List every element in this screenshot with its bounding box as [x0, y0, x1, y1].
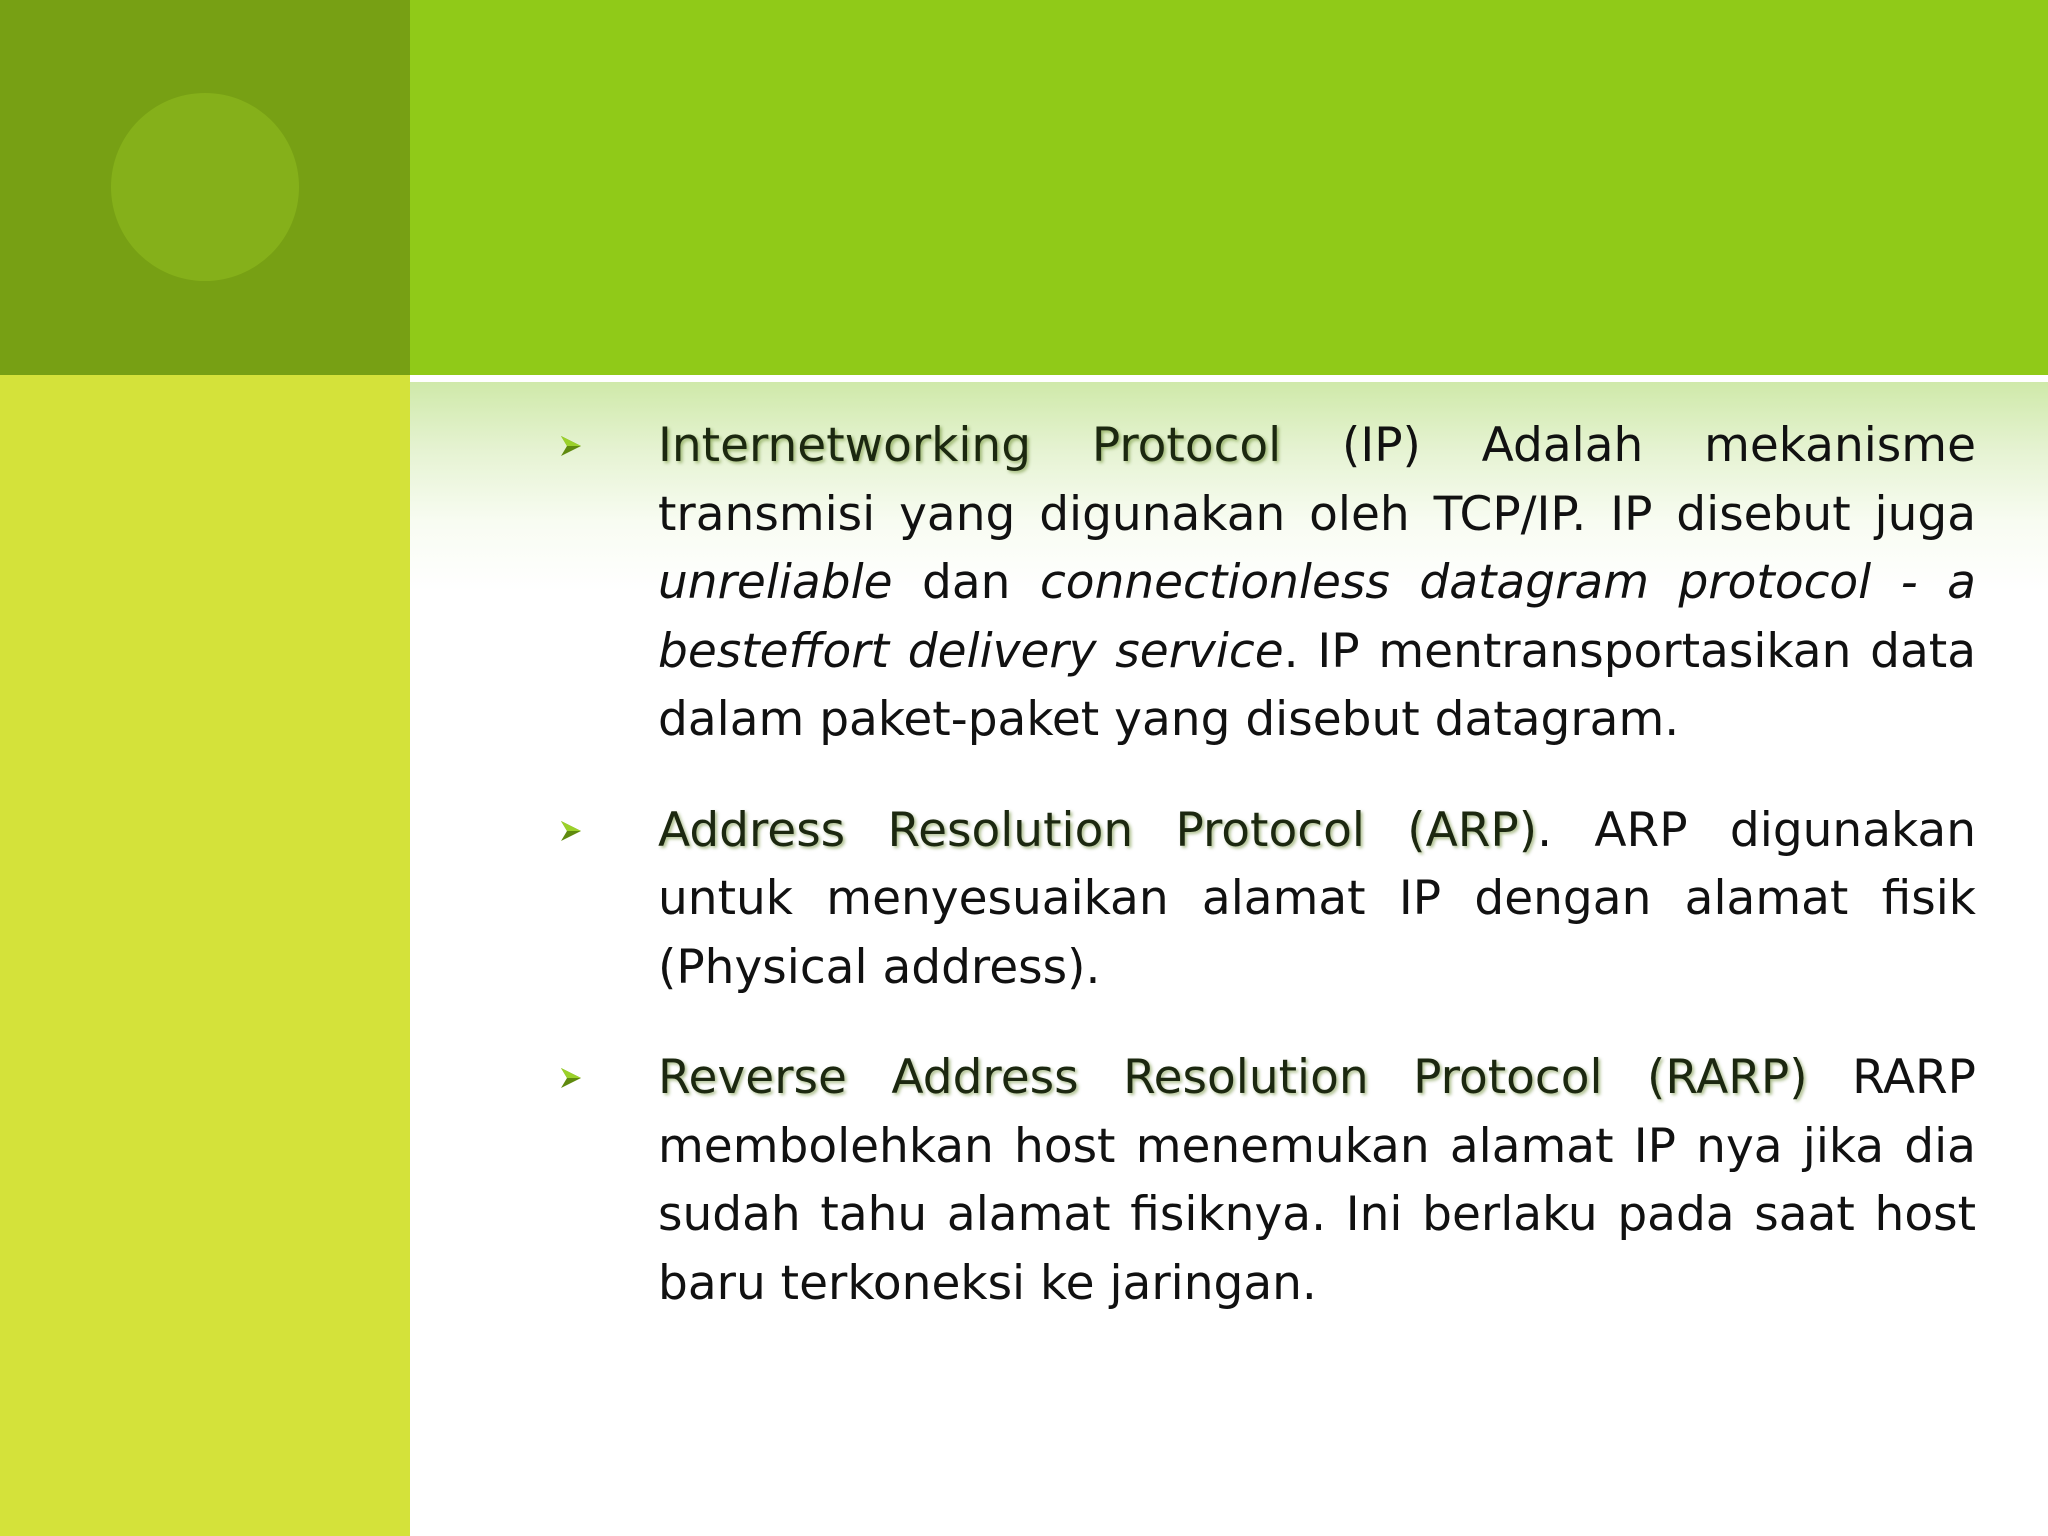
header-title-area [410, 0, 2048, 375]
rarp-text: RARP membolehkan host menemukan alamat IP nya jika dia sudah tahu alamat fisiknya. Ini berlaku pada saat host baru terkoneksi ke jaringan. [658, 1050, 1976, 1311]
bullet-list [556, 412, 1976, 1318]
decorative-circle [111, 93, 299, 281]
header-divider [410, 375, 2048, 382]
bullet-item-arp [556, 797, 1976, 1003]
term-rarp: Reverse Address Resolution Protocol (RARP) [658, 1050, 1808, 1105]
left-sidebar-bar [0, 375, 410, 1536]
bullet-item-rarp [556, 1044, 1976, 1318]
ip-italic-1: unreliable [658, 555, 893, 610]
term-arp: Address Resolution Protocol (ARP) [658, 802, 1538, 858]
ip-italic-2: connectionless datagram protocol - a besteffort delivery service [658, 555, 1976, 679]
arrowhead-bullet-icon [556, 797, 586, 866]
ip-text-2: dan [892, 555, 1040, 610]
term-ip: Internetworking Protocol [658, 418, 1282, 473]
bullet-item-ip [556, 412, 1976, 755]
ip-text-1: (IP) Adalah mekanisme transmisi yang digunakan oleh TCP/IP. IP disebut juga [658, 418, 1976, 542]
ip-text-3: . IP mentransportasikan data dalam paket-paket yang disebut datagram. [658, 623, 1977, 747]
arrowhead-bullet-icon [556, 1044, 586, 1113]
arp-text: . ARP digunakan untuk menyesuaikan alamat IP dengan alamat fisik (Physical address). [658, 802, 1977, 995]
arrowhead-bullet-icon [556, 412, 586, 481]
